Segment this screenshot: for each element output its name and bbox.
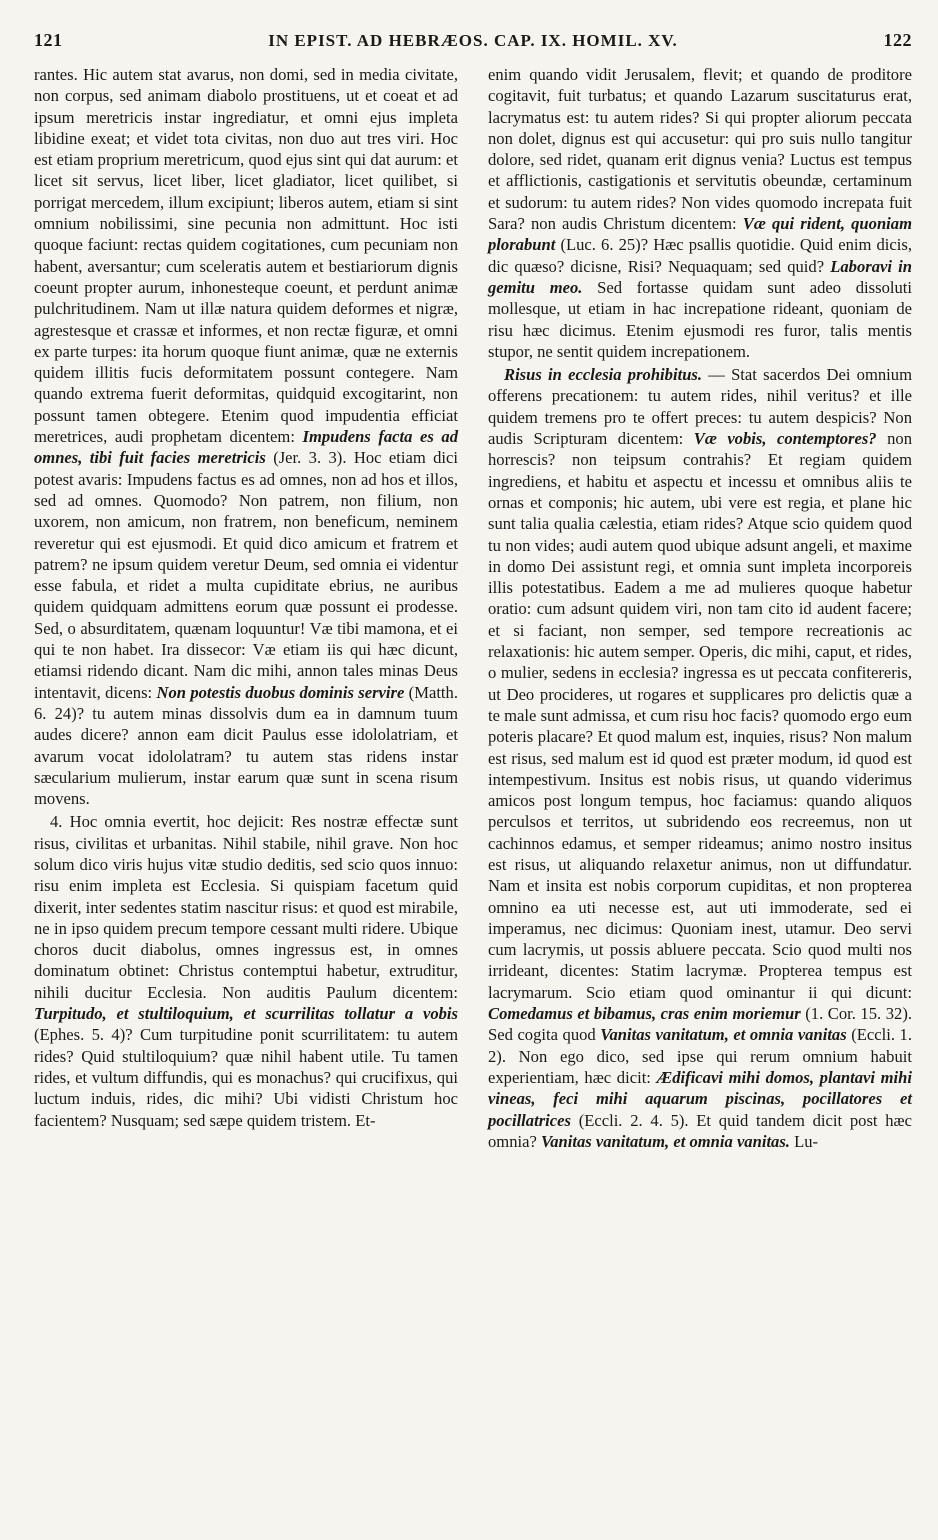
text-run: Cum turpitudine ponit scurrilitatem: tu autem rides? Quid stultiloquium? quæ nihil habent utile. Tu tamen rides, et vultum diffundis, qui es monachus? qui crucifixus, qui luctum induis, rides, dic mihi? Ubi vidisti Christum hoc facientem? Nusquam; sed sæpe quidem tristem. Et- xyxy=(34,1025,458,1130)
text-run: 4. Hoc omnia evertit, hoc dejicit: Res nostræ effectæ sunt risus, civilitas et urbanitas. Nihil stabile, nihil grave. Non hoc solum dico viris hujus vitæ studio deditis, sed scio quos innuo: risu enim impleta est Ecclesia. Si quispiam facetum quid dixerit, inter sedentes statim nascitur risus: et quod est mirabile, ne in ipso quidem precum tempore cessant multi ridere. Ubique choros ducit diabolus, omnes ingressus est, in omnes dominatum obtinet: Christus contemptui habetur, extruditur, nihili ducitur Ecclesia. Non auditis Paulum dicentem: xyxy=(34,812,458,1002)
text-run: Lu- xyxy=(789,1131,819,1151)
scripture-reference: (Eccli. 2. 4. 5). xyxy=(570,1110,697,1130)
right-paragraph-1 xyxy=(488,64,912,362)
scripture-reference: (Luc. 6. 25)? xyxy=(555,235,654,255)
text-run: Et quid tandem dicit post hæc omnia? xyxy=(488,1110,912,1151)
scripture-quote: Ædificavi mihi domos, plantavi mihi vineas, feci mihi aquarum piscinas, pocillatores et pocillatrices xyxy=(488,1067,912,1130)
left-column xyxy=(34,64,458,1152)
scripture-reference: (Ephes. 5. 4)? xyxy=(34,1025,140,1045)
text-run: Hæc psallis quotidie. Quid enim dicis, dic quæso? dicisne, Risi? Nequaquam; sed quid? xyxy=(488,235,912,276)
left-paragraph-1 xyxy=(34,64,458,809)
left-page-number: 121 xyxy=(34,30,63,50)
text-run: Sed cogita quod xyxy=(488,1025,601,1045)
right-page-number: 122 xyxy=(883,30,912,50)
scripture-quote: Laboravi in gemitu meo. xyxy=(488,256,912,297)
scripture-quote: Impudens facta es ad omnes, tibi fuit facies meretricis xyxy=(34,427,458,468)
text-columns xyxy=(34,64,912,1152)
text-run: — Stat sacerdos Dei omnium offerens precationem: tu autem rides, nihil veritus? et ille quidem tremens pro te offert preces: tu autem despicis? Non audis Scripturam dicentem: xyxy=(488,365,912,449)
scripture-quote: Væ qui rident, quoniam plorabunt xyxy=(488,214,912,255)
scripture-quote: Væ vobis, contemptores? xyxy=(693,429,877,449)
scripture-quote: Vanitas vanitatum, et omnia vanitas xyxy=(600,1025,847,1045)
right-column xyxy=(488,64,912,1152)
left-paragraph-2 xyxy=(34,811,458,1130)
scripture-quote: Turpitudo, et stultiloquium, et scurrilitas tollatur a vobis xyxy=(34,1004,458,1024)
scripture-quote: Comedamus et bibamus, cras enim moriemur xyxy=(488,1004,801,1024)
right-paragraph-2 xyxy=(488,364,912,1152)
scripture-reference: (1. Cor. 15. 32). xyxy=(800,1004,912,1024)
text-run: rantes. Hic autem stat avarus, non domi, sed in media civitate, non corpus, sed animam diabolo prostituens, ut et coeat et ad ipsum meretricis instar ingrediatur, et omni ejus impleta libidine exeat; et videt tota civitas, non duo aut tres viri. Hoc est etiam proprium meretricum, quod ejus sint qui dat aurum: et licet sit servus, licet liber, licet gladiator, licet quilibet, si porrigat mercedem, illum excipiunt; liberos autem, etiam si sint omnium nobilissimi, sine pecunia non admittunt. Hoc isti quoque faciunt: rectas quidem cogitationes, cum pecuniam non habent, aversantur; cum sceleratis autem et bestiariorum dignis coeunt propter aurum, inhonesteque coeunt, et perdunt animæ pulchritudinem. Nam ut illæ natura quidem deformes et nigræ, agrestesque et crassæ et informes, et non rectæ figuræ, et omni ex parte turpes: ita horum quoque fiunt animæ, quæ ne externis quidem illitis fucis deformitatem possunt contegere. Nam quando extrema fuerit deformitas, quidquid excogitarint, non possunt tamen obtegere. Etenim quod impudentia efficiat meretrices, audi prophetam dicentem: xyxy=(34,65,458,447)
scripture-quote: Vanitas vanitatum, et omnia vanitas. xyxy=(541,1131,790,1151)
text-run: Hoc etiam dici potest avaris: Impudens factus es ad omnes, non ad hos et illos, sed ad omnes. Quomodo? Non patrem, non filium, non uxorem, non amicum, non fratrem, non beneficum, neminem reveretur qui est ejusmodi. Et quid dico amicum et fratrem et patrem? ne ipsum quidem veretur Deum, sed omnia ei videntur esse fabula, et ridet a multa cupiditate ebrius, ne auribus quidem quidquam admittens eorum quæ possunt ei prodesse. Sed, o absurditatem, quænam loquuntur! Væ tibi mamona, et ei qui te non habet. Ira dissecor: Væ etiam iis qui hæc dicunt, etiamsi ridendo dicant. Nam dic mihi, annon tales minas Deus intentavit, dicens: xyxy=(34,448,458,702)
text-run: Sed fortasse quidam sunt adeo dissoluti mollesque, ut etiam in hac increpatione rideant, quoniam de risu hæc dicimus. Etenim ejusmodi res furor, talis mentis stupor, ne sentit quidem increpationem. xyxy=(488,277,912,361)
text-run: non horrescis? non teipsum contrahis? Et regiam quidem ingrediens, et habitu et aspectu et incessu et omnibus aliis te ornas et componis; hic autem, ubi vere est regia, et plane hic sunt talia qualia cælestia, etiam rides? Atque scio quidem quod tu non vides; audi autem quod ubique adsunt angeli, et maxime in domo Dei assistunt regi, et omnia sunt impleta incorporeis illis potestatibus. Eadem a me ad mulieres quoque habetur oratio: cum adsunt quidem viri, non tam cito id audent facere; et si faciant, non semper, sed tempore recreationis ac relaxationis: hic autem semper. Operis, dic mihi, caput, et rides, o mulier, sedens in ecclesia? ingressa es ut peccata confitereris, ut Deo procideres, ut rogares et supplicares pro delictis quæ a te male sunt admissa, et cum risu hoc facis? quomodo ergo eum poteris placare? Et quod malum est, inquies, risus? Non malum est risus, sed malum est id quod est præter modum, id quod est intempestivum. Insitus est nobis risus, ut quando viderimus amicos post longum tempus, hoc faciamus: quando aliquos perculsos et territos, ut subridendo eos recreemus, non ut cachinnos edamus, et semper rideamus; animo nostro insitus est risus, ut aliquando relaxetur animus, non ut diffundatur. Nam et insita est nobis corporum cupiditas, et non propterea omnino ea uti necesse est, aut uti immoderate, sed ei imperamus, nec dicimus: Quoniam inest, utamur. Deo servi cum lacrymis, ut possis abluere peccata. Scio quod multi nos irrideant, dicentes: Statim lacrymæ. Propterea tempus est lacrymarum. Scio etiam quod ominantur ii qui dicunt: xyxy=(488,429,912,1002)
running-title: IN EPIST. AD HEBRÆOS. CAP. IX. HOMIL. XV. xyxy=(268,31,678,50)
text-run: tu autem minas dissolvis dum ea in damnum tuum audes dicere? annon eam dicit Paulus esse idololatriam, et avarum vocat idololatram? tu autem stas ridens instar sæcularium mulierum, instar earum quæ sunt in scena risum movens. xyxy=(34,703,458,809)
scripture-reference: (Jer. 3. 3). xyxy=(265,448,354,468)
text-run: Non ego dico, sed ipse qui rerum omnium habuit experientiam, hæc dicit: xyxy=(488,1046,912,1087)
scripture-reference: (Eccli. 1. 2). xyxy=(488,1025,912,1066)
text-run: enim quando vidit Jerusalem, flevit; et quando de proditore cogitavit, fuit turbatus; et quando Lazarum suscitaturus erat, lacrymatus est: tu autem rides? Si qui propter aliorum peccata non dolet, dignus est qui accusetur: qui pro suis nullo tangitur dolore, sed ridet, quanam erit dignus venia? Luctus est tempus et afflictionis, castigationis et servitutis obeundæ, certaminum et sudorum: tu autem rides? Non vides quomodo increpata fuit Sara? non audis Christum dicentem: xyxy=(488,65,912,234)
running-header xyxy=(34,30,912,64)
scripture-quote: Non potestis duobus dominis servire xyxy=(156,682,405,702)
scripture-reference: (Matth. 6. 24)? xyxy=(34,682,458,723)
section-heading: Risus in ecclesia prohibitus. xyxy=(504,365,703,385)
